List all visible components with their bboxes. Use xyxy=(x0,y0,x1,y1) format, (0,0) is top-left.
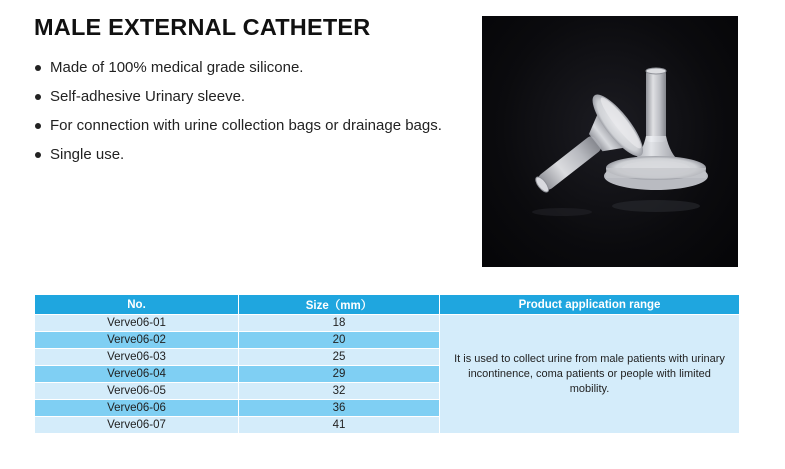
table-header-row xyxy=(35,295,740,315)
column-header-size: Size（mm） xyxy=(239,295,440,315)
cell-no: Verve06-05 xyxy=(35,383,239,400)
product-photo xyxy=(482,16,738,267)
cell-no: Verve06-07 xyxy=(35,417,239,434)
cell-size: 36 xyxy=(239,400,440,417)
cell-no: Verve06-04 xyxy=(35,366,239,383)
cell-no: Verve06-02 xyxy=(35,332,239,349)
specification-table xyxy=(34,294,740,434)
cell-no: Verve06-03 xyxy=(35,349,239,366)
feature-item: Self-adhesive Urinary sleeve. xyxy=(34,87,464,107)
catheter-icon xyxy=(482,16,738,267)
feature-item: Made of 100% medical grade silicone. xyxy=(34,58,464,78)
cell-no: Verve06-06 xyxy=(35,400,239,417)
cell-size: 32 xyxy=(239,383,440,400)
page-title: MALE EXTERNAL CATHETER xyxy=(34,14,371,40)
cell-size: 18 xyxy=(239,315,440,332)
column-header-application: Product application range xyxy=(440,295,740,315)
column-header-no: No. xyxy=(35,295,239,315)
cell-size: 20 xyxy=(239,332,440,349)
cell-size: 25 xyxy=(239,349,440,366)
feature-item: For connection with urine collection bags or drainage bags. xyxy=(34,116,464,136)
feature-list xyxy=(34,58,464,174)
cell-size: 29 xyxy=(239,366,440,383)
cell-application-range: It is used to collect urine from male patients with urinary incontinence, coma patients or people with limited mobility. xyxy=(440,315,740,434)
table-row xyxy=(35,315,740,332)
cell-no: Verve06-01 xyxy=(35,315,239,332)
cell-size: 41 xyxy=(239,417,440,434)
feature-item: Single use. xyxy=(34,145,464,165)
